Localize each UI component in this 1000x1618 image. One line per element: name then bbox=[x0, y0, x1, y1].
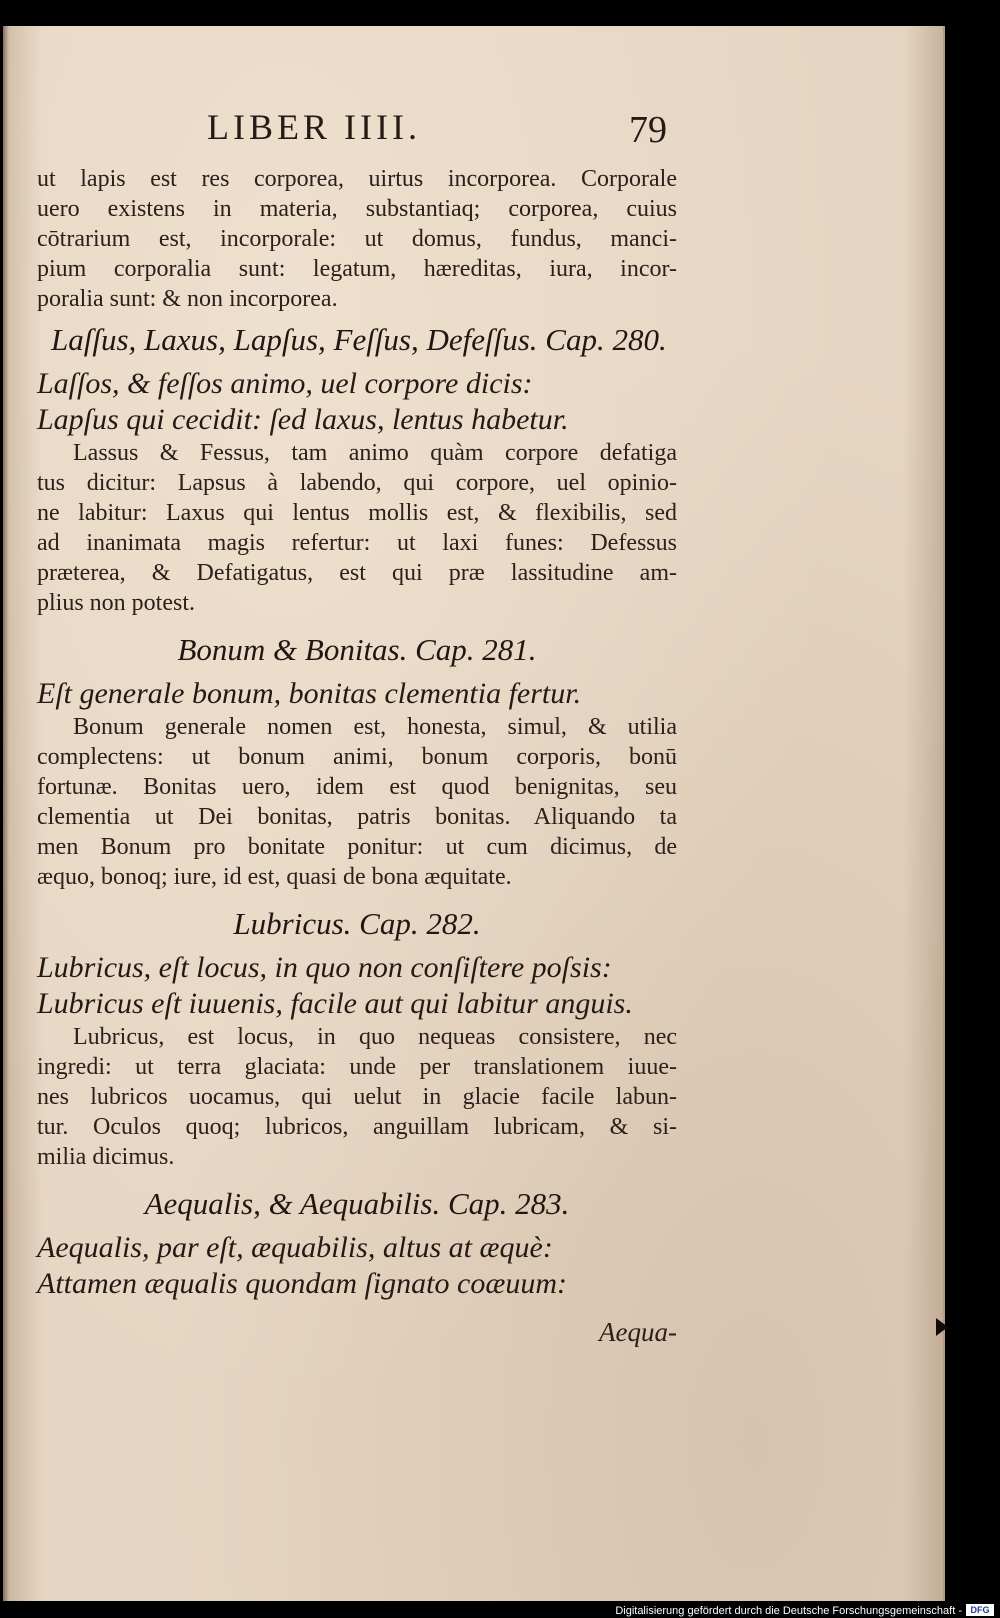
digitization-credit: Digitalisierung gefördert durch die Deutsche Forschungsgemeinschaft - bbox=[615, 1605, 962, 1617]
text-line: complectens: ut bonum animi, bonum corporis, bonū bbox=[37, 744, 677, 770]
catchword: Aequa- bbox=[599, 1317, 677, 1347]
verse-line: Attamen æqualis quondam ſignato coæuum: bbox=[37, 1267, 567, 1300]
text-line: uero existens in materia, substantiaq; corporea, cuius bbox=[37, 196, 677, 222]
text-line: tus dicitur: Lapsus à labendo, qui corpore, uel opinio- bbox=[37, 470, 677, 496]
text-line: Lubricus, est locus, in quo nequeas consistere, nec bbox=[73, 1024, 677, 1050]
chapter-heading-283: Aequalis, & Aequabilis. Cap. 283. bbox=[144, 1186, 570, 1221]
book-page bbox=[3, 26, 945, 1601]
verse-line: Lubricus, eſt locus, in quo non conſiſtere poſsis: bbox=[37, 951, 612, 984]
text-line: pium corporalia sunt: legatum, hæreditas, iura, incor- bbox=[37, 256, 677, 282]
text-line: Lassus & Fessus, tam animo quàm corpore defatiga bbox=[73, 440, 677, 466]
text-line: Bonum generale nomen est, honesta, simul, & utilia bbox=[73, 714, 677, 740]
text-line: ad inanimata magis refertur: ut laxi funes: Defessus bbox=[37, 530, 677, 556]
chapter-heading-281: Bonum & Bonitas. Cap. 281. bbox=[177, 632, 537, 667]
text-line: cōtrarium est, incorporale: ut domus, fundus, manci- bbox=[37, 226, 677, 252]
text-line: ingredi: ut terra glaciata: unde per translationem iuue- bbox=[37, 1054, 677, 1080]
running-title: LIBER IIII. bbox=[207, 107, 421, 147]
verse-line: Aequalis, par eſt, æquabilis, altus at æquè: bbox=[37, 1231, 553, 1264]
text-line: clementia ut Dei bonitas, patris bonitas. Aliquando ta bbox=[37, 804, 677, 830]
verse-line: Eſt generale bonum, bonitas clementia fertur. bbox=[37, 677, 582, 710]
page-number: 79 bbox=[629, 109, 667, 151]
dfg-logo: DFG bbox=[966, 1604, 994, 1616]
text-line: præterea, & Defatigatus, est qui præ lassitudine am- bbox=[37, 560, 677, 586]
page-text bbox=[37, 164, 677, 1350]
text-line: æquo, bonoq; iure, id est, quasi de bona æquitate. bbox=[37, 864, 512, 890]
text-line: ut lapis est res corporea, uirtus incorporea. Corporale bbox=[37, 166, 677, 192]
page-edge-shadow bbox=[3, 26, 9, 1601]
text-line: poralia sunt: & non incorporea. bbox=[37, 286, 338, 312]
chapter-heading-280: Laſſus, Laxus, Lapſus, Feſſus, Defeſſus. Cap. 280. bbox=[51, 322, 667, 357]
text-line: fortunæ. Bonitas uero, idem est quod benignitas, seu bbox=[37, 774, 677, 800]
running-head bbox=[207, 106, 667, 158]
text-line: nes lubricos uocamus, qui uelut in glacie facile labun- bbox=[37, 1084, 677, 1110]
text-line: tur. Oculos quoq; lubricos, anguillam lubricam, & si- bbox=[37, 1114, 677, 1140]
chapter-heading-282: Lubricus. Cap. 282. bbox=[233, 906, 481, 941]
text-line: milia dicimus. bbox=[37, 1144, 175, 1170]
text-line: plius non potest. bbox=[37, 590, 196, 616]
verse-line: Lubricus eſt iuuenis, facile aut qui labitur anguis. bbox=[37, 987, 633, 1020]
text-line: men Bonum pro bonitate ponitur: ut cum dicimus, de bbox=[37, 834, 677, 860]
page-marker-arrow bbox=[936, 1318, 948, 1336]
verse-line: Laſſos, & feſſos animo, uel corpore dicis: bbox=[37, 367, 533, 400]
verse-line: Lapſus qui cecidit: ſed laxus, lentus habetur. bbox=[37, 403, 569, 436]
text-line: ne labitur: Laxus qui lentus mollis est, & flexibilis, sed bbox=[37, 500, 677, 526]
